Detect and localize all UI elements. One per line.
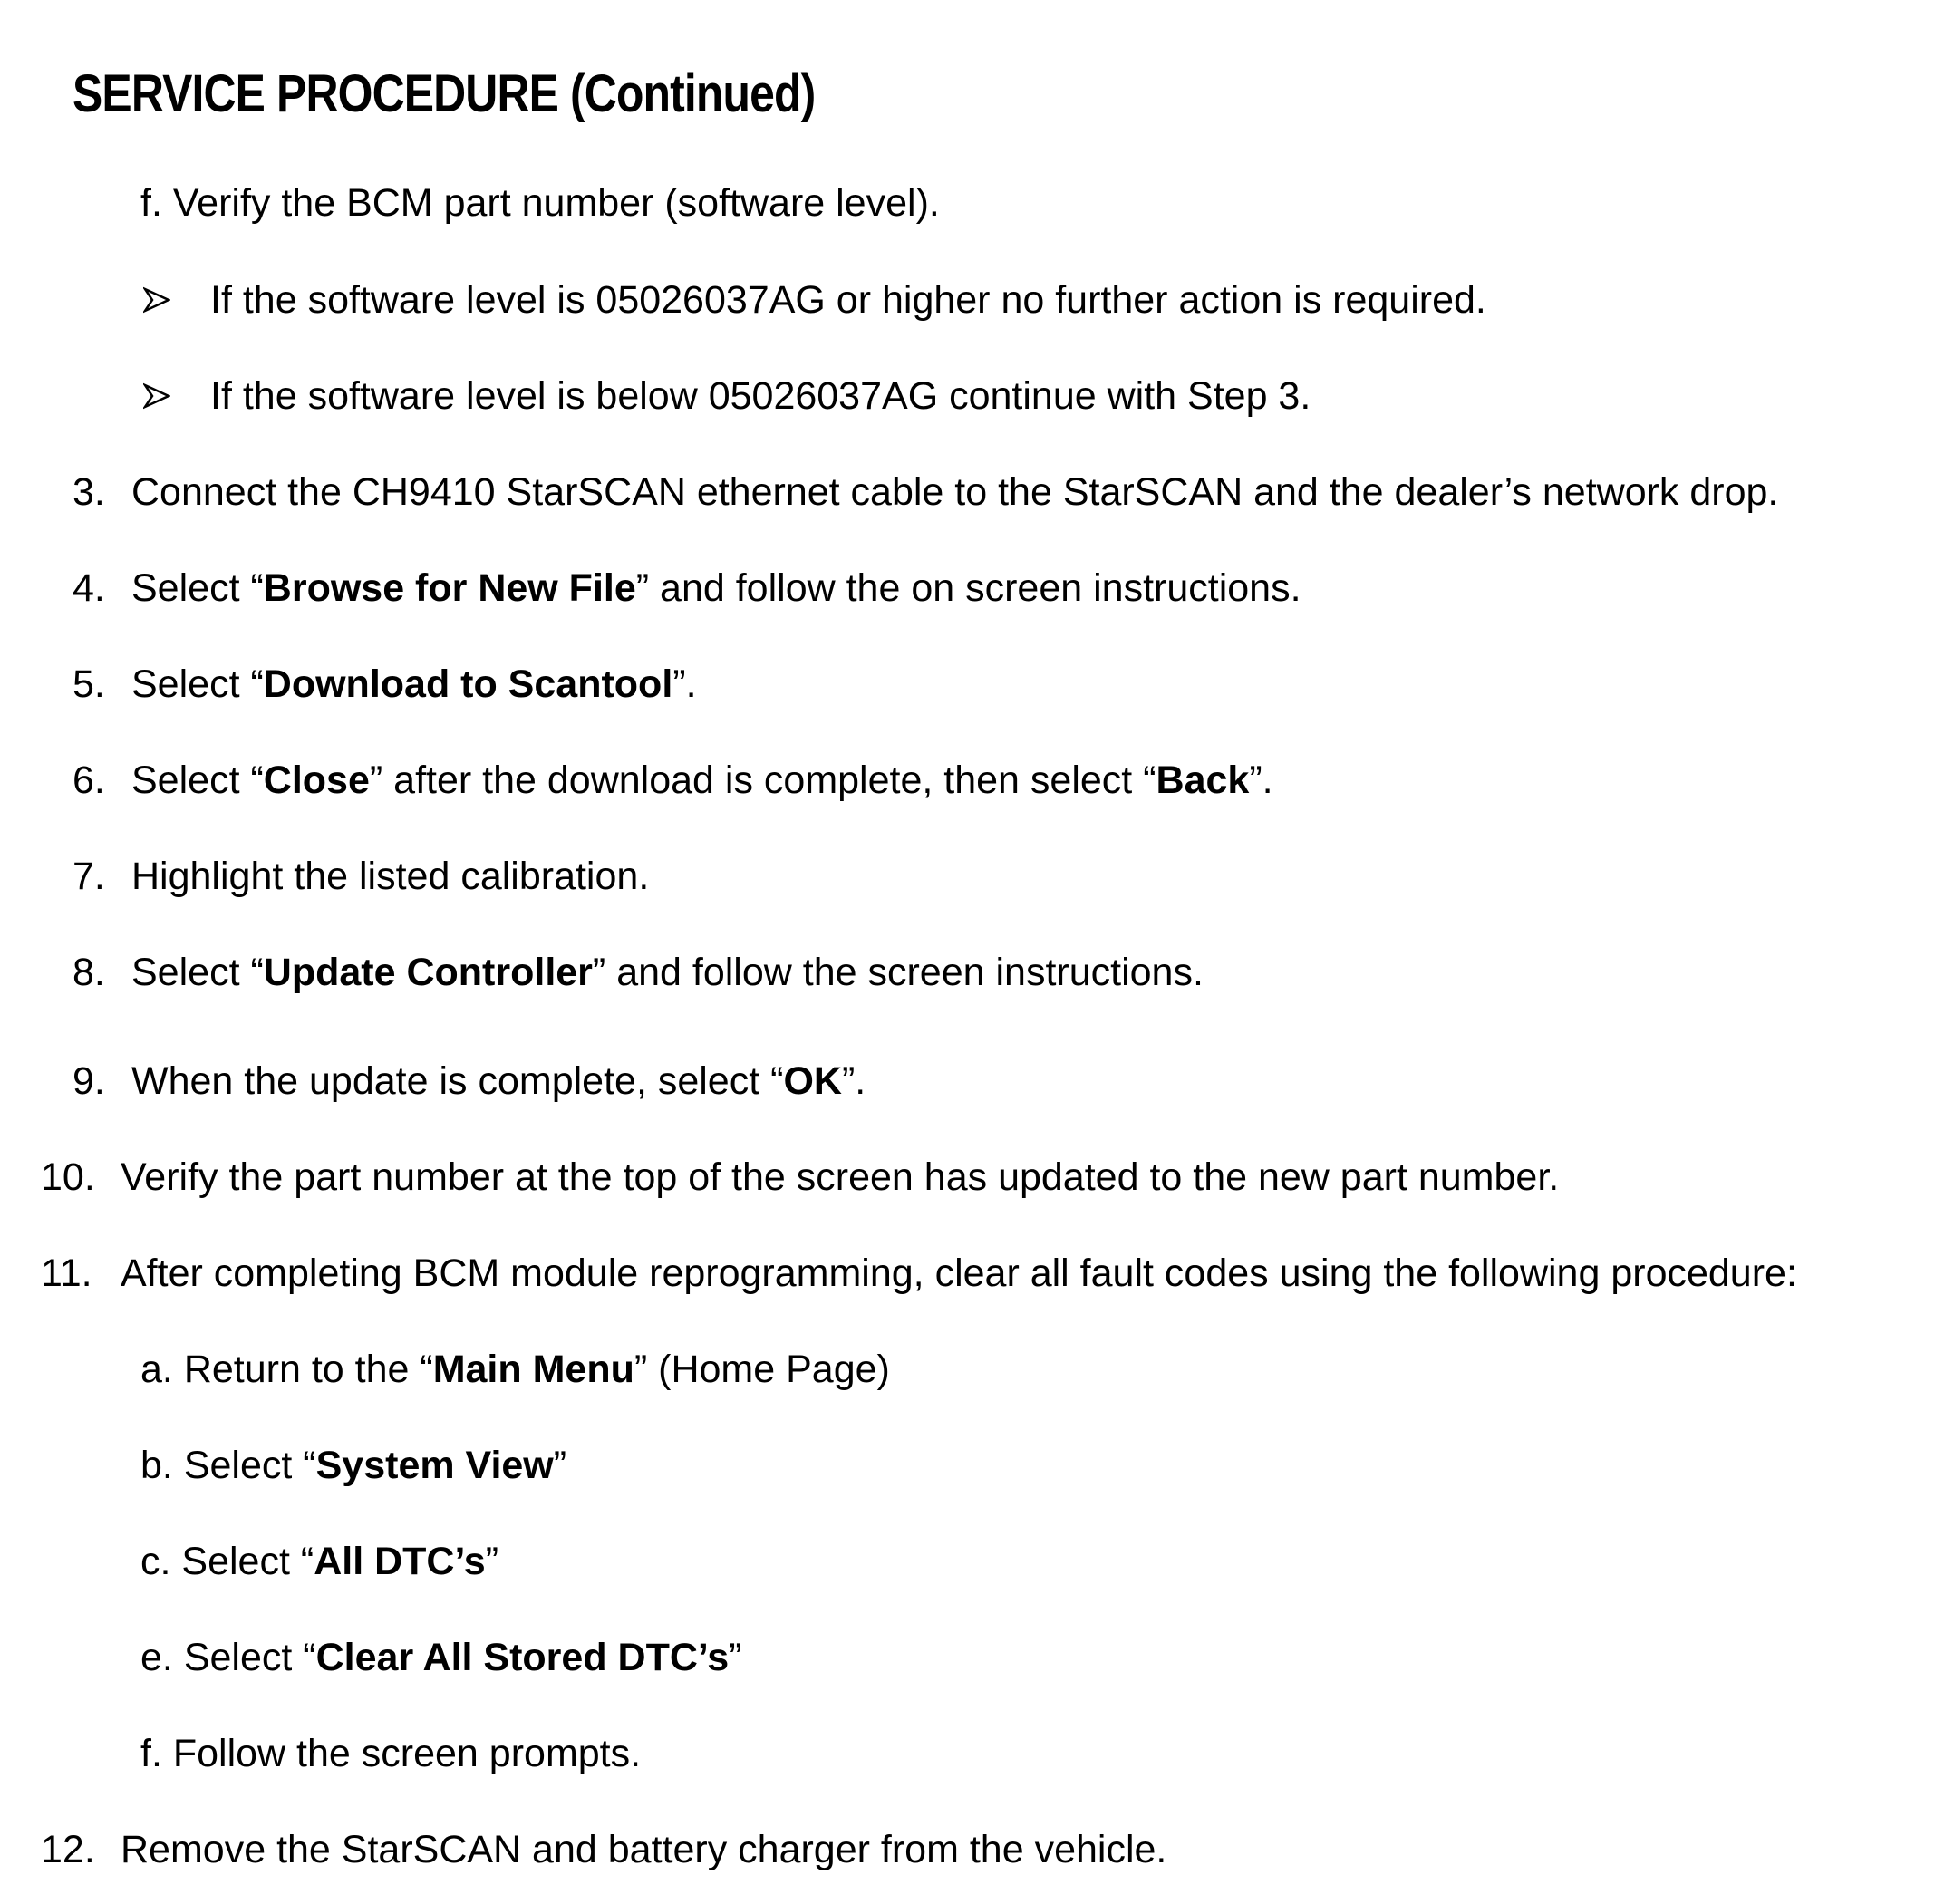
step-6-text: Select “Close” after the download is complete, then select “Back”. (131, 759, 1273, 802)
ui-label-clear-all-stored-dtcs: Clear All Stored DTC’s (315, 1636, 730, 1679)
step-number: 3. (73, 470, 105, 514)
substep-text: Verify the BCM part number (software level). (172, 181, 940, 225)
step-number: 7. (73, 855, 105, 898)
step-10-text: Verify the part number at the top of the screen has updated to the new part number. (121, 1155, 1560, 1199)
step-number: 12. (41, 1828, 95, 1871)
bullet-text-2: If the software level is below 05026037AG continue with Step 3. (210, 374, 1311, 418)
ui-label-close: Close (263, 759, 370, 802)
step-number: 11. (41, 1252, 92, 1295)
step-4-text: Select “Browse for New File” and follow the on screen instructions. (131, 566, 1301, 610)
substep-b: b. Select “System View” (140, 1444, 567, 1487)
page-title: SERVICE PROCEDURE (Continued) (73, 64, 816, 123)
ui-label-browse-for-new-file: Browse for New File (263, 566, 636, 610)
ui-label-update-controller: Update Controller (263, 951, 593, 994)
substep-marker: f. (140, 181, 162, 225)
step-3-text: Connect the CH9410 StarSCAN ethernet cable to the StarSCAN and the dealer’s network drop. (131, 470, 1779, 514)
ui-label-all-dtcs: All DTC’s (314, 1540, 486, 1583)
bullet-text-1: If the software level is 05026037AG or higher no further action is required. (210, 278, 1486, 322)
substep-e: e. Select “Clear All Stored DTC’s” (140, 1636, 742, 1679)
step-12-text: Remove the StarSCAN and battery charger from the vehicle. (121, 1828, 1167, 1871)
substep-f-verify (140, 181, 940, 225)
step-number: 6. (73, 759, 105, 802)
ui-label-back: Back (1156, 759, 1250, 802)
substep-a: a. Return to the “Main Menu” (Home Page) (140, 1348, 890, 1391)
step-9-text: When the update is complete, select “OK”. (131, 1059, 866, 1103)
step-number: 8. (73, 951, 105, 994)
substep-c: c. Select “All DTC’s” (140, 1540, 499, 1583)
arrow-bullet-icon (143, 382, 170, 410)
ui-label-download-to-scantool: Download to Scantool (263, 662, 673, 706)
step-number: 5. (73, 662, 105, 706)
step-7-text: Highlight the listed calibration. (131, 855, 650, 898)
ui-label-main-menu: Main Menu (432, 1348, 634, 1391)
substep-f-follow: f. Follow the screen prompts. (140, 1732, 642, 1775)
step-number: 9. (73, 1059, 105, 1103)
step-number: 4. (73, 566, 105, 610)
ui-label-ok: OK (783, 1059, 842, 1103)
arrow-bullet-icon (143, 286, 170, 314)
step-5-text: Select “Download to Scantool”. (131, 662, 697, 706)
step-11-text: After completing BCM module reprogramming, clear all fault codes using the following procedure: (121, 1252, 1797, 1295)
ui-label-system-view: System View (315, 1444, 554, 1487)
step-number: 10. (41, 1155, 95, 1199)
step-8-text: Select “Update Controller” and follow the screen instructions. (131, 951, 1204, 994)
